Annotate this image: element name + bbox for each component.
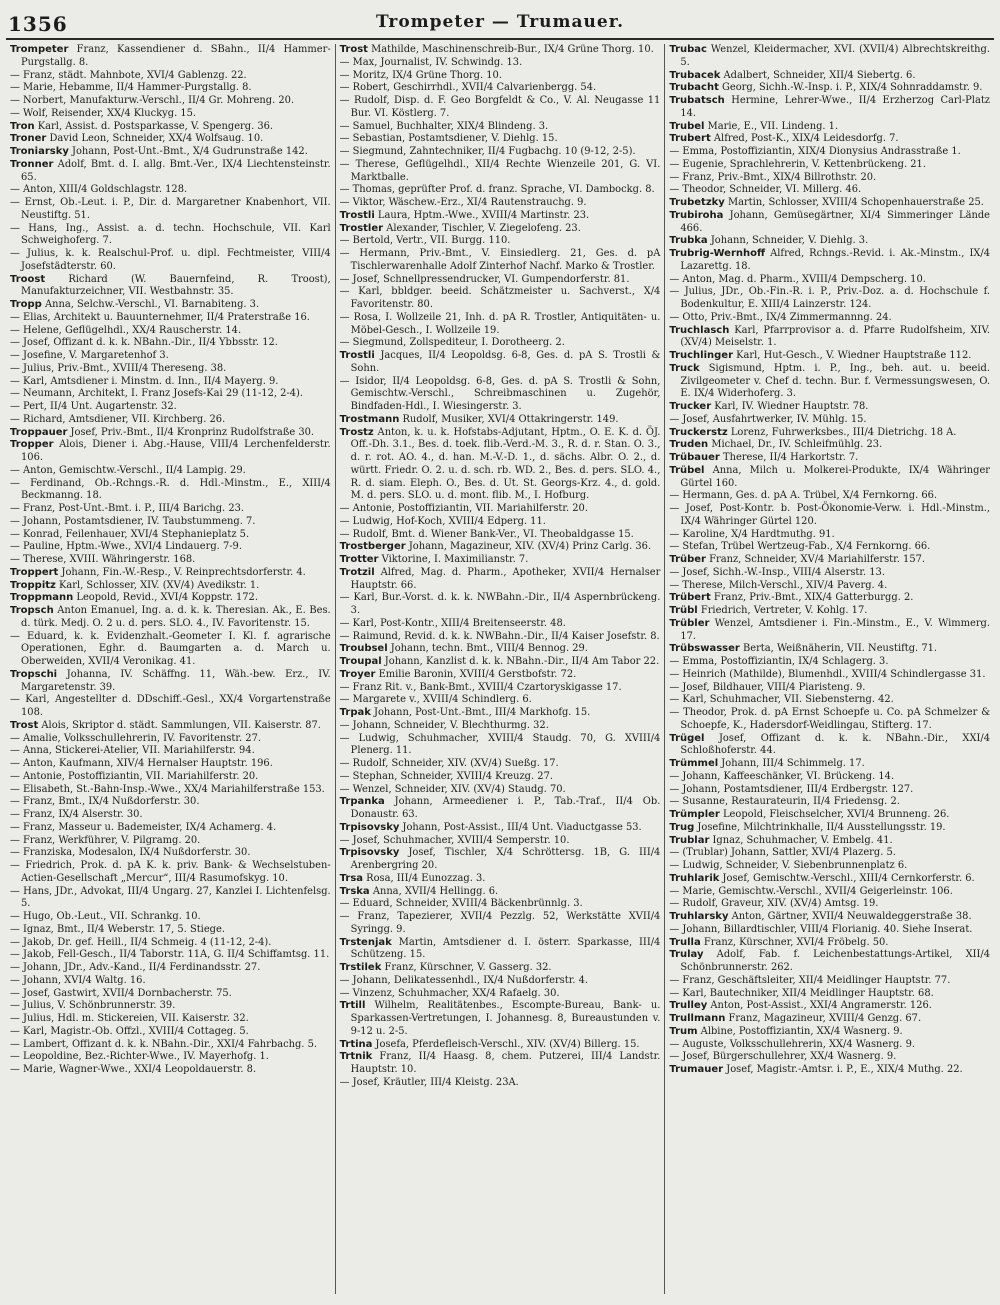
directory-entry: — Josef, Bildhauer, VIII/4 Piaristeng. 9. [669,681,866,693]
column-3 [665,44,994,1294]
directory-entry: Truck Sigismund, Hptm. i. P., Ing., beh. aut. u. beeid. Zivilgeometer v. Chef d. techn. Bur. f. Vermessungswesen, O. E. IX/4 Widerhoferg. 3. [669,362,991,400]
directory-entry: Trpisovsky Johann, Post-Assist., III/4 Unt. Viaductgasse 53. [339,821,642,833]
directory-entry: Troppauer Josef, Priv.-Bmt., II/4 Kronprinz Rudolfstraße 30. [10,426,315,438]
directory-entry: Trübert Franz, Priv.-Bmt., XIX/4 Gatterburgg. 2. [669,592,914,604]
directory-entry: Trubetzky Martin, Schlosser, XVIII/4 Schopenhauerstraße 25. [669,197,984,208]
directory-entry: — Rudolf, Schneider, XIV. (XV/4) Sueßg. 17. [339,758,559,769]
directory-entry: — Julius, Priv.-Bmt., XVIII/4 Thereseng. 38. [10,362,227,374]
directory-entry: — Friedrich, Prok. d. pA K. k. priv. Bank- & Wechselstuben-Actien-Gesellschaft „Mercur“, III/4 Rasumofskyg. 10. [10,860,331,884]
directory-entry: Trpisovsky Josef, Tischler, X/4 Schröttersg. 1B, G. III/4 Arenbergring 20. [339,847,661,871]
directory-entry: — Stefan, Trübel Wertzeug-Fab., X/4 Fernkorng. 66. [669,541,931,553]
directory-entry: Trompeter Franz, Kassendiener d. SBahn., II/4 Hammer-Purgstallg. 8. [10,44,331,68]
directory-entry: — Vinzenz, Schuhmacher, XX/4 Rafaelg. 30. [339,987,560,999]
directory-entry: — Siegmund, Zahntechniker, II/4 Fugbachg. 10 (9-12, 2-5). [339,146,636,157]
directory-entry: — Ferdinand, Ob.-Rchngs.-R. d. Hdl.-Minstm., E., XIII/4 Beckmanng. 18. [10,477,331,502]
directory-entry: — Franz Rit. v., Bank-Bmt., XVIII/4 Czartoryskigasse 17. [339,681,622,693]
directory-entry: Truchlinger Karl, Hut-Gesch., V. Wiedner Hauptstraße 112. [669,350,972,361]
directory-entry: — Josef, Schuhmacher, XVIII/4 Semperstr. 10. [339,834,570,846]
directory-entry: — Antonie, Postoffiziantin, VII. Mariahilferstr. 20. [339,503,588,514]
directory-entry: — Richard, Amtsdiener, VII. Kirchberg. 26. [10,413,226,425]
directory-entry: — Moritz, IX/4 Grüne Thorg. 10. [339,69,502,81]
directory-entry: — Anton, Kaufmann, XIV/4 Hernalser Hauptstr. 196. [10,758,273,769]
directory-entry: Trsa Rosa, III/4 Eunozzag. 3. [339,872,486,884]
directory-entry: — (Trublar) Johann, Sattler, XVI/4 Plazerg. 5. [669,847,896,859]
directory-entry: — Antonie, Postoffiziantin, VII. Mariahilferstr. 20. [10,770,259,782]
directory-entry: Trubatsch Hermine, Lehrer-Wwe., II/4 Erzherzog Carl-Platz 14. [669,95,991,119]
directory-entry: — Norbert, Manufakturw.-Verschl., II/4 Gr. Mohreng. 20. [10,95,295,106]
directory-entry: — Eugenie, Sprachlehrerin, V. Kettenbrückeng. 21. [669,158,926,170]
directory-entry: — Anna, Stickerei-Atelier, VII. Mariahilferstr. 94. [10,745,255,757]
directory-entry: — Julius, Hdl. m. Stickereien, VII. Kaiserstr. 32. [10,1013,249,1024]
directory-entry: — Johann, Postamtsdiener, III/4 Erdbergstr. 127. [669,783,914,795]
directory-entry: Trostz Anton, k. u. k. Hofstabs-Adjutant, Hptm., O. E. K. d. ÖJ. Off.-Dh. 3.1., Bes. d. toek. flib.-Verd.-M. 3., R. d. r. Stan. O. 3., d. r. rot. AO. 4., d. han. M.-V.-D. 1., d. sächs. Albr. O. 2., d. württ. Friedr. O. 2. u. d. sch. rb. WD. 2., Bes. d. pers. SLO. 4., R. d. siam. Eleph. O., Bes. d. Ut. St. Georgs-Krz. 4., d. gold. M. d. pers. SLO. u. d. mont. flib. M., I. Hofburg. [339,426,661,502]
directory-entry: — Johann, Schneider, V. Blechthurmg. 32. [339,719,549,731]
directory-entry: — Max, Journalist, IV. Schwindg. 13. [339,56,523,68]
directory-entry: Trümpler Leopold, Fleischselcher, XVI/4 Brunneng. 26. [669,809,950,820]
directory-entry: Troppert Johann, Fin.-W.-Resp., V. Reinprechtsdorferstr. 4. [10,566,306,578]
column-2 [336,44,666,1294]
directory-entry: — Viktor, Wäschew.-Erz., XI/4 Rautenstrauchg. 9. [339,197,587,208]
directory-entry: Trska Anna, XVII/4 Hellingg. 6. [339,885,499,897]
directory-entry: — Heinrich (Mathilde), Blumenhdl., XVIII/4 Schindlergasse 31. [669,668,986,680]
directory-entry: Trügel Josef, Offizant d. k. k. NBahn.-Dir., XXI/4 Schloßhoferstr. 44. [669,732,991,757]
directory-entry: — Ludwig, Hof-Koch, XVIII/4 Edperg. 11. [339,515,546,527]
running-title: Trompeter — Trumauer. [375,12,625,32]
directory-entry: Truhlarik Josef, Gemischtw.-Verschl., XIII/4 Cernkorferstr. 6. [669,872,975,884]
directory-entry: — Marie, Wagner-Wwe., XXI/4 Leopoldauerstr. 8. [10,1064,257,1075]
directory-entry: — Johann, Delikatessenhdl., IX/4 Nußdorferstr. 4. [339,974,589,986]
directory-entry: — Robert, Geschirrhdl., XVII/4 Calvarienbergg. 54. [339,82,597,94]
directory-entry: — Isidor, II/4 Leopoldsg. 6-8, Ges. d. pA S. Trostli & Sohn, Gemischtw.-Verschl., Schreibmaschinen u. Zugehör, Bindfaden-Hdl., I. Wiesingerstr. 3. [339,375,661,412]
directory-entry: Troost Richard (W. Bauernfeind, R. Troost), Manufakturzeichner, VII. Westbahnstr. 35. [10,273,331,298]
directory-entry: — Franz, Masseur u. Bademeister, IX/4 Achamerg. 4. [10,821,277,833]
directory-entry: — Johann, Billardtischler, VIII/4 Florianig. 40. Siehe Inserat. [669,923,973,935]
directory-entry: — Rudolf, Graveur, XIV. (XV/4) Amtsg. 19. [669,898,879,910]
directory-entry: Trubrig-Wernhoff Alfred, Rchngs.-Revid. i. Ak.-Minstm., IX/4 Lazarettg. 18. [669,248,991,272]
directory-entry: — Auguste, Volksschullehrerin, XX/4 Wasnerg. 9. [669,1038,915,1050]
directory-entry: — Anton, Gemischtw.-Verschl., II/4 Lampig. 29. [10,464,246,476]
directory-entry: — Emma, Postoffiziantin, XIX/4 Dionysius Andrasstraße 1. [669,146,961,157]
directory-entry: — Susanne, Restaurateurin, II/4 Friedensg. 2. [669,796,900,808]
directory-entry: — Johann, XVI/4 Waltg. 16. [10,974,146,986]
directory-entry: — Karl, Bautechniker, XII/4 Meidlinger Hauptstr. 68. [669,987,934,999]
directory-entry: — Lambert, Offizant d. k. k. NBahn.-Dir., XXI/4 Fahrbachg. 5. [10,1038,317,1050]
directory-entry: Tropschi Johanna, IV. Schäffng. 11, Wäh.-bew. Erz., IV. Margaretenstr. 39. [10,668,331,693]
directory-entry: — Elisabeth, St.-Bahn-Insp.-Wwe., XX/4 Mariahilferstraße 153. [10,783,325,795]
directory-entry: — Otto, Priv.-Bmt., IX/4 Zimmermannng. 24. [669,311,892,323]
directory-entry: Trostmann Rudolf, Musiker, XVI/4 Ottakringerstr. 149. [339,413,619,425]
column-1 [6,44,336,1294]
directory-entry: — Pert, II/4 Unt. Augartenstr. 32. [10,401,177,412]
directory-entry: — Hans, Ing., Assist. a. d. techn. Hochschule, VII. Karl Schweighoferg. 7. [10,222,331,247]
directory-entry: Troppitz Karl, Schlosser, XIV. (XV/4) Avedikstr. 1. [10,579,260,591]
directory-entry: — Josef, Kräutler, III/4 Kleistg. 23A. [339,1076,519,1088]
directory-entry: — Leopoldine, Bez.-Richter-Wwe., IV. Mayerhofg. 1. [10,1051,269,1063]
directory-entry: — Anton, XIII/4 Goldschlagstr. 128. [10,184,188,196]
directory-entry: — Rudolf, Disp. d. F. Geo Borgfeldt & Co., V. Al. Neugasse 11 Bur. VI. Köstlerg. 7. [339,95,661,119]
directory-entry: — Ignaz, Bmt., II/4 Weberstr. 17, 5. Stiege. [10,923,225,935]
directory-entry: — Josef, Gastwirt, XVII/4 Dornbacherstr. 75. [10,987,232,999]
directory-entry: — Julius, k. k. Realschul-Prof. u. dipl. Fechtmeister, VIII/4 Josefstädterstr. 60. [10,248,331,272]
directory-entry: Truhlarsky Anton, Gärtner, XVII/4 Neuwaldeggerstraße 38. [669,911,972,922]
directory-entry: Trübl Friedrich, Vertreter, V. Kohlg. 17. [669,605,868,616]
directory-entry: Trtill Wilhelm, Realitätenbes., Escompte-Bureau, Bank- u. Sparkassen-Vertretungen, I. Johannesg. 8, Bureaustunden v. 9-12 u. 2-5. [339,1000,661,1037]
directory-entry: — Amalie, Volksschullehrerin, IV. Favoritenstr. 27. [10,732,262,744]
directory-entry: Trubac Wenzel, Kleidermacher, XVI. (XVII/4) Albrechtskreithg. 5. [669,44,991,68]
directory-entry: — Johann, JDr., Adv.-Kand., II/4 Ferdinandsstr. 27. [10,962,261,973]
directory-entry: — Pauline, Hptm.-Wwe., XVI/4 Lindauerg. 7-9. [10,541,242,553]
directory-entry: Trullmann Franz, Magazineur, XVIII/4 Genzg. 67. [669,1013,922,1024]
directory-entry: Trulley Anton, Post-Assist., XXI/4 Angramerstr. 126. [669,1000,932,1012]
directory-entry: — Rosa, I. Wollzeile 21, Inh. d. pA R. Trostler, Antiquitäten- u. Möbel-Gesch., I. Wollzeile 19. [339,311,661,336]
directory-entry: — Julius, V. Schönbrunnerstr. 39. [10,1000,176,1012]
directory-entry: Trtina Josefa, Pferdefleisch-Verschl., XIV. (XV/4) Billerg. 15. [339,1038,640,1050]
directory-entry: — Karl, Bur.-Vorst. d. k. k. NWBahn.-Dir., II/4 Aspernbrückeng. 3. [339,592,661,616]
directory-entry: — Karl, Post-Kontr., XIII/4 Breitenseerstr. 48. [339,617,566,629]
directory-entry: — Ludwig, Schneider, V. Siebenbrunnenplatz 6. [669,860,908,871]
directory-entry: — Franz, IX/4 Alserstr. 30. [10,809,143,820]
directory-entry: — Emma, Postoffiziantin, IX/4 Schlagerg. 3. [669,656,889,667]
directory-entry: Trtnik Franz, II/4 Haasg. 8, chem. Putzerei, III/4 Landstr. Hauptstr. 10. [339,1051,661,1075]
directory-entry: — Franz, Tapezierer, XVII/4 Pezzlg. 52, Werkstätte XVII/4 Syringg. 9. [339,911,661,935]
directory-entry: — Johann, Kaffeeschänker, VI. Brückeng. 14. [669,770,895,782]
directory-entry: Trulla Franz, Kürschner, XVI/4 Fröbelg. 50. [669,936,889,948]
directory-entry: — Franz, Post-Unt.-Bmt. i. P., III/4 Barichg. 23. [10,503,245,514]
directory-entry: — Franziska, Modesalon, IX/4 Nußdorferstr. 30. [10,847,251,859]
directory-entry: — Wenzel, Schneider, XIV. (XV/4) Staudg. 70. [339,783,566,795]
directory-entry: Trulay Adolf, Fab. f. Leichenbestattungs-Artikel, XII/4 Schönbrunnerstr. 262. [669,949,991,973]
directory-entry: Troyer Emilie Baronin, XVIII/4 Gerstbofstr. 72. [339,668,577,680]
page-header [0,0,1000,40]
directory-entry: Troubsel Johann, techn. Bmt., VIII/4 Bennog. 29. [339,643,588,655]
directory-entry: Trübel Anna, Milch u. Molkerei-Produkte, IX/4 Währinger Gürtel 160. [669,464,991,489]
directory-entry: — Neumann, Architekt, I. Franz Josefs-Kai 29 (11-12, 2-4). [10,388,304,400]
directory-entry: — Hermann, Priv.-Bmt., V. Einsiedlerg. 21, Ges. d. pA Tischlerwarenhalle Adolf Zinterhof Nachf. Marko & Trostler. [339,248,661,272]
directory-entry: Trübswasser Berta, Weißnäherin, VII. Neustiftg. 71. [669,643,938,655]
directory-entry: — Therese, XVIII. Währingerstr. 168. [10,554,196,565]
directory-entry: — Sebastian, Postamtsdiener, V. Diehlg. 15. [339,133,558,145]
directory-entry: Trum Albine, Postoffiziantin, XX/4 Wasnerg. 9. [669,1025,903,1037]
directory-entry: Trubacek Adalbert, Schneider, XII/4 Siebertg. 6. [669,69,916,81]
directory-entry: Troniarsky Johann, Post-Unt.-Bmt., X/4 Gudrunstraße 142. [10,146,308,157]
directory-entry: Trpak Johann, Post-Unt.-Bmt., III/4 Markhofg. 15. [339,707,591,718]
directory-entry: Trstilek Franz, Kürschner, V. Gasserg. 32. [339,962,552,973]
directory-entry: — Karl, Magistr.-Ob. Offzl., XVIII/4 Cottageg. 5. [10,1025,249,1037]
directory-entry: Trubert Alfred, Post-K., XIX/4 Leidesdorfg. 7. [669,133,899,145]
directory-entry: — Wolf, Reisender, XX/4 Kluckyg. 15. [10,107,197,119]
directory-entry: Tronner Adolf, Bmt. d. I. allg. Bmt.-Ver., IX/4 Liechtensteinstr. 65. [10,158,331,183]
directory-entry: — Siegmund, Zollspediteur, I. Dorotheerg. 2. [339,337,565,349]
directory-entry: — Josef, Ausfahrtwerker, IV. Mühlg. 15. [669,413,867,425]
directory-entry: Trübler Wenzel, Amtsdiener i. Fin.-Minstm., E., V. Wimmerg. 17. [669,617,991,642]
directory-entry: Trübauer Therese, II/4 Harkortstr. 7. [669,452,859,463]
directory-entry: — Samuel, Buchhalter, XIX/4 Blindeng. 3. [339,120,549,132]
directory-entry: Trubka Johann, Schneider, V. Diehlg. 3. [669,235,869,247]
directory-entry: Trubel Marie, E., VII. Lindeng. 1. [669,120,839,132]
directory-entry: Trostli Laura, Hptm.-Wwe., XVIII/4 Martinstr. 23. [339,209,590,221]
directory-entry: — Julius, JDr., Ob.-Fin.-R. i. P., Priv.-Doz. a. d. Hochschule f. Bodenkultur, E. XIII/4 Lainzerstr. 124. [669,286,991,310]
directory-entry: — Raimund, Revid. d. k. k. NWBahn.-Dir., II/4 Kaiser Josefstr. 8. [339,630,660,642]
directory-entry: Trostli Jacques, II/4 Leopoldsg. 6-8, Ges. d. pA S. Trostli & Sohn. [339,350,661,374]
directory-entry: — Karl, Angestellter d. DDschiff.-Gesl., XX/4 Vorgartenstraße 108. [10,694,331,718]
directory-entry: Tropper Alois, Diener i. Abg.-Hause, VIII/4 Lerchenfelderstr. 106. [10,439,331,463]
directory-entry: — Therese, Geflügelhdl., XII/4 Rechte Wienzeile 201, G. VI. Marktballe. [339,158,661,183]
directory-entry: — Elias, Architekt u. Bauunternehmer, II/4 Praterstraße 16. [10,311,310,323]
directory-entry: — Franz, Geschäftsleiter, XII/4 Meidlinger Hauptstr. 77. [669,974,951,986]
directory-entry: Trost Alois, Skriptor d. städt. Sammlungen, VII. Kaiserstr. 87. [10,719,321,731]
directory-entry: — Hermann, Ges. d. pA A. Trübel, X/4 Fernkorng. 66. [669,490,938,502]
directory-entry: — Jakob, Fell-Gesch., II/4 Taborstr. 11A, G. II/4 Schiffamtsg. 11. [10,949,330,961]
directory-entry: — Marie, Gemischtw.-Verschl., XVII/4 Geigerleinstr. 106. [669,885,953,897]
directory-entry: — Johann, Postamtsdiener, IV. Taubstummeng. 7. [10,515,256,527]
header-rule [6,38,994,40]
directory-entry: — Josef, Schnellpressendrucker, VI. Gumpendorferstr. 81. [339,273,630,285]
directory-entry: Trublar Ignaz, Schuhmacher, V. Embelg. 41. [669,834,893,846]
directory-entry: — Karoline, X/4 Hardtmuthg. 91. [669,528,835,540]
directory-entry: — Franz, Bmt., IX/4 Nußdorferstr. 30. [10,796,200,808]
columns [6,44,994,1294]
directory-entry: Trost Mathilde, Maschinenschreib-Bur., IX/4 Grüne Thorg. 10. [339,44,654,55]
directory-entry: Trostler Alexander, Tischler, V. Ziegelofeng. 23. [339,222,581,234]
directory-entry: Trotter Viktorine, I. Maximilianstr. 7. [339,554,529,565]
directory-entry: — Franz, städt. Mahnbote, XVI/4 Gablenzg. 22. [10,69,247,81]
directory-entry: Trubacht Georg, Sichh.-W.-Insp. i. P., XIX/4 Sohnraddamstr. 9. [669,82,983,94]
directory-entry: — Therese, Milch-Verschl., XIV/4 Paverg. 4. [669,579,888,591]
directory-entry: — Eduard, k. k. Evidenzhalt.-Geometer I. Kl. f. agrarische Operationen, Eghr. d. Baumgarten a. d. March u. Oberweiden, XVII/4 Veronikag. 41. [10,630,331,667]
directory-entry: Trpanka Johann, Armeediener i. P., Tab.-Traf., II/4 Ob. Donaustr. 63. [339,796,661,820]
directory-entry: — Rudolf, Bmt. d. Wiener Bank-Ver., VI. Theobaldgasse 15. [339,528,634,540]
directory-entry: Truchlasch Karl, Pfarrprovisor a. d. Pfarre Rudolfsheim, XIV. (XV/4) Meiselstr. 1. [669,324,991,349]
directory-entry: — Josef, Bürgerschullehrer, XX/4 Wasnerg. 9. [669,1051,897,1063]
directory-entry: Tron Karl, Assist. d. Postsparkasse, V. Spengerg. 36. [10,120,274,132]
directory-entry: — Jakob, Dr. gef. Heill., II/4 Schmeig. 4 (11-12, 2-4). [10,936,272,948]
directory-entry: — Eduard, Schneider, XVIII/4 Bäckenbrünnlg. 3. [339,898,583,910]
directory-entry: — Marie, Hebamme, II/4 Hammer-Purgstallg. 8. [10,82,252,94]
directory-entry: Trstenjak Martin, Amtsdiener d. I. österr. Sparkasse, III/4 Schützeng. 15. [339,936,661,961]
directory-entry: — Karl, bbldger. beeid. Schätzmeister u. Sachverst., X/4 Favoritenstr. 80. [339,286,661,310]
directory-entry: — Bertold, Vertr., VII. Burgg. 110. [339,235,511,247]
directory-entry: — Hugo, Ob.-Leut., VII. Schrankg. 10. [10,911,201,922]
directory-entry: — Anton, Mag. d. Pharm., XVIII/4 Dempscherg. 10. [669,273,926,285]
directory-entry: Trubiroha Johann, Gemüsegärtner, XI/4 Simmeringer Lände 466. [669,209,991,234]
directory-entry: — Josefine, V. Margaretenhof 3. [10,350,169,361]
directory-entry: Truckerstz Lorenz, Fuhrwerksbes., III/4 Dietrichg. 18 A. [669,426,957,438]
directory-entry: Truden Michael, Dr., IV. Schleifmühlg. 23. [669,439,883,451]
directory-entry: — Ernst, Ob.-Leut. i. P., Dir. d. Margaretner Knabenhort, VII. Neustiftg. 51. [10,197,331,221]
directory-entry: Troupal Johann, Kanzlist d. k. k. NBahn.-Dir., II/4 Am Tabor 22. [339,656,660,667]
directory-entry: — Karl, Amtsdiener i. Minstm. d. Inn., II/4 Mayerg. 9. [10,375,279,387]
directory-entry: — Ludwig, Schuhmacher, XVIII/4 Staudg. 70, G. XVIII/4 Plenerg. 11. [339,732,661,757]
directory-entry: — Karl, Schuhmacher, VII. Siebensterng. 42. [669,694,894,706]
page-number: 1356 [8,12,68,36]
directory-entry: — Hans, JDr., Advokat, III/4 Ungarg. 27, Kanzlei I. Lichtenfelsg. 5. [10,885,331,910]
directory-entry: — Margarete v., XVIII/4 Schindlerg. 6. [339,694,532,706]
directory-entry: Troner David Leon, Schneider, XX/4 Wolfsaug. 10. [10,133,264,145]
directory-entry: Trümmel Johann, III/4 Schimmelg. 17. [669,758,865,769]
directory-entry: Trotzil Alfred, Mag. d. Pharm., Apotheker, XVII/4 Hernalser Hauptstr. 66. [339,566,661,591]
directory-entry: — Theodor, Prok. d. pA Ernst Schoepfe u. Co. pA Schmelzer & Schoepfe, K., Hadersdorf-Weidlingau, Stifterg. 17. [669,707,991,731]
directory-entry: — Josef, Sichh.-W.-Insp., VIII/4 Alserstr. 13. [669,566,885,578]
directory-entry: — Thomas, geprüfter Prof. d. franz. Sprache, VI. Dambockg. 8. [339,184,655,196]
directory-entry: — Franz, Werkführer, V. Pilgramg. 20. [10,834,201,846]
directory-entry: Trumauer Josef, Magistr.-Amtsr. i. P., E., XIX/4 Muthg. 22. [669,1064,963,1075]
directory-entry: Tropsch Anton Emanuel, Ing. a. d. k. k. Theresian. Ak., E. Bes. d. türk. Medj. O. 2 u. d. pers. SLO. 4., IV. Favoritenstr. 15. [10,605,331,629]
directory-entry: Trucker Karl, IV. Wiedner Hauptstr. 78. [669,401,869,412]
directory-entry: Troppmann Leopold, Revid., XVI/4 Koppstr. 172. [10,592,258,604]
directory-entry: Trug Josefine, Milchtrinkhalle, II/4 Ausstellungsstr. 19. [669,821,946,833]
directory-entry: Tropp Anna, Selchw.-Verschl., VI. Barnabiteng. 3. [10,299,260,310]
directory-entry: — Stephan, Schneider, XVIII/4 Kreuzg. 27. [339,770,553,782]
directory-entry: — Helene, Geflügelhdl., XX/4 Rauscherstr. 14. [10,324,242,336]
directory-entry: Trostberger Johann, Magazineur, XIV. (XV/4) Prinz Carlg. 36. [339,541,652,553]
directory-entry: — Konrad, Feilenhauer, XVI/4 Stephanieplatz 5. [10,528,250,540]
directory-entry: — Theodor, Schneider, VI. Millerg. 46. [669,184,862,196]
directory-entry: — Franz, Priv.-Bmt., XIX/4 Billrothstr. 20. [669,171,877,183]
directory-entry: — Josef, Offizant d. k. k. NBahn.-Dir., II/4 Ybbsstr. 12. [10,337,278,349]
directory-entry: — Josef, Post-Kontr. b. Post-Ökonomie-Verw. i. Hdl.-Minstm., IX/4 Währinger Gürtel 120. [669,503,991,527]
directory-entry: Trüber Franz, Schneider, XV/4 Mariahilferstr. 157. [669,554,926,565]
